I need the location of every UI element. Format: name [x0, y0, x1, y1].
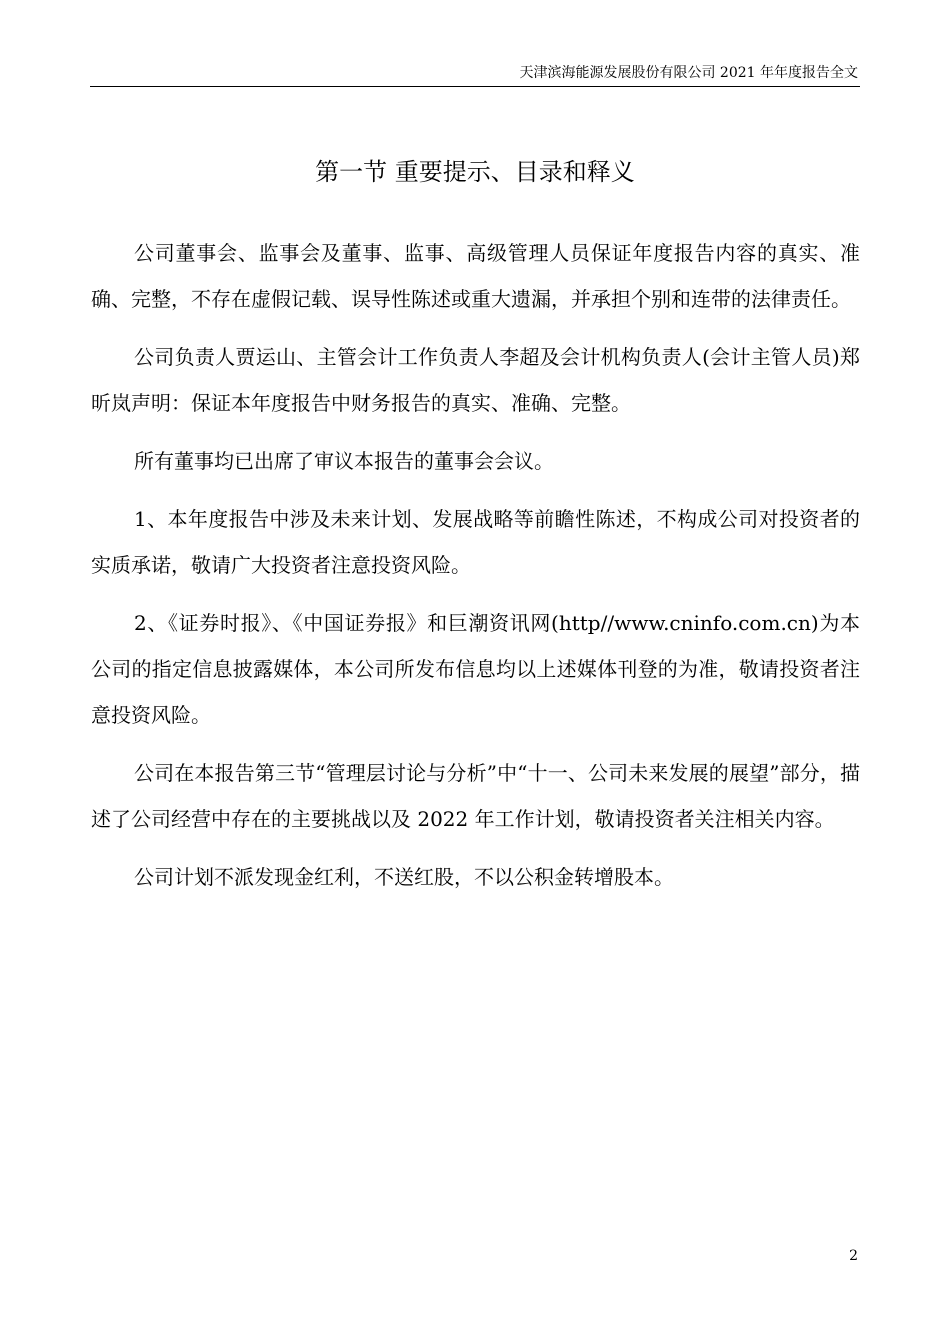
paragraph-financial-report-declaration: 公司负责人贾运山、主管会计工作负责人李超及会计机构负责人(会计主管人员)郑昕岚声明：保证本年度报告中财务报告的真实、准确、完整。 — [91, 345, 860, 415]
header-rule — [90, 86, 860, 87]
paragraph-responsibility-statement: 公司董事会、监事会及董事、监事、高级管理人员保证年度报告内容的真实、准确、完整，不存在虚假记载、误导性陈述或重大遗漏，并承担个别和连带的法律责任。 — [91, 241, 860, 311]
paragraph-dividend-plan: 公司计划不派发现金红利，不送红股，不以公积金转增股本。 — [134, 865, 674, 889]
section-title: 第一节 重要提示、目录和释义 — [315, 158, 635, 186]
running-header: 天津滨海能源发展股份有限公司 2021 年年度报告全文 — [519, 65, 858, 81]
paragraph-forward-looking-risk: 1、本年度报告中涉及未来计划、发展战略等前瞻性陈述，不构成公司对投资者的实质承诺，敬请广大投资者注意投资风险。 — [91, 507, 860, 577]
paragraph-disclosure-media: 2、《证券时报》、《中国证券报》和巨潮资讯网(http//www.cninfo.com.cn)为本公司的指定信息披露媒体，本公司所发布信息均以上述媒体刊登的为准，敬请投资者注意投资风险。 — [91, 611, 860, 727]
paragraph-future-outlook: 公司在本报告第三节“管理层讨论与分析”中“十一、公司未来发展的展望”部分，描述了公司经营中存在的主要挑战以及 2022 年工作计划，敬请投资者关注相关内容。 — [91, 761, 860, 831]
body-text — [91, 230, 860, 912]
paragraph-board-attendance: 所有董事均已出席了审议本报告的董事会会议。 — [134, 449, 554, 473]
page-number: 2 — [849, 1248, 858, 1264]
